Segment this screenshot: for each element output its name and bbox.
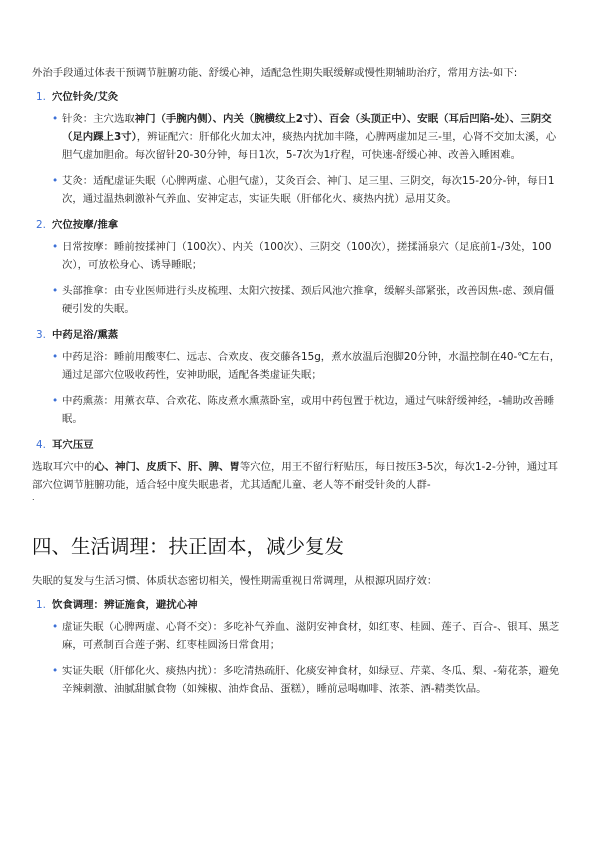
- intro-paragraph: 外治手段通过体表干预调节脏腑功能、舒缓心神，适配急性期失眠缓解或慢性期辅助治疗，常用方法-如下:: [32, 67, 518, 79]
- treatment-item-massage: [32, 216, 563, 318]
- bullet-item: • 头部推拿：由专业医师进行头皮梳理、太阳穴按揉、颈后风池穴推拿，缓解头部紧张，改善因焦-虑、颈肩僵硬引发的失眠。: [52, 282, 563, 318]
- section-heading: 四、生活调理：扶正固本，减少复发: [32, 535, 345, 558]
- bullet-item: • 中药熏蒸：用薰衣草、合欢花、陈皮煮水熏蒸卧室，或用中药包置于枕边，通过气味舒缓神经，-辅助改善睡眠。: [52, 392, 563, 428]
- list-number: 4.: [36, 439, 46, 451]
- section-intro: 失眠的复发与生活习惯、体质状态密切相关，慢性期需重视日常调理，从根源巩固疗效：: [32, 575, 438, 587]
- bullet-item: • 针灸：主穴选取神门（手腕内侧）、内关（腕横纹上2寸）、百会（头顶正中）、安眠（耳后凹陷-处）、三阴交（足内踝上3寸），辨证配穴：肝郁化火加太冲，痰热内扰加丰隆，心脾两虚加足三-里，心肾不交加太溪，心胆气虚加胆俞。每次留针20-30分钟，每日1次，5-7次为1疗程，可快速-舒缓心神、改善入睡困难。: [52, 110, 563, 164]
- treatment-title: 穴位针灸/艾灸: [52, 91, 119, 103]
- treatment-title: 中药足浴/熏蒸: [52, 329, 119, 341]
- list-number: 3.: [36, 329, 46, 341]
- treatment-title: 穴位按摩/推拿: [52, 219, 119, 231]
- life-item-diet: [32, 596, 563, 698]
- list-number: 2.: [36, 219, 46, 231]
- bullet-item: • 实证失眠（肝郁化火、痰热内扰）：多吃清热疏肝、化痰安神食材，如绿豆、芹菜、冬瓜、梨、-菊花茶，避免辛辣刺激、油腻甜腻食物（如辣椒、油炸食品、蛋糕），睡前忌喝咖啡、浓茶、酒-精类饮品。: [52, 662, 563, 698]
- list-number: 1.: [36, 599, 46, 611]
- bullet-item: • 虚证失眠（心脾两虚、心肾不交）：多吃补气养血、滋阴安神食材，如红枣、桂圆、莲子、百合-、银耳、黑芝麻，可煮制百合莲子粥、红枣桂圆汤日常食用；: [52, 618, 563, 654]
- bullet-item: • 中药足浴：睡前用酸枣仁、远志、合欢皮、夜交藤各15g，煮水放温后泡脚20分钟，水温控制在40-℃左右，通过足部穴位吸收药性，安神助眠，适配各类虚证失眠；: [52, 348, 563, 384]
- treatment-item-acupuncture: [32, 88, 563, 208]
- treatment-item-footbath: [32, 326, 563, 428]
- ear-paragraph: 选取耳穴中的心、神门、皮质下、肝、脾、胃等穴位，用王不留行籽贴压，每日按压3-5次，每次1-2-分钟，通过耳部穴位调节脏腑功能，适合轻中度失眠患者，尤其适配儿童、老人等不耐受针灸的人群-: [32, 461, 559, 491]
- ear-paragraph-tail: .: [32, 493, 35, 502]
- bullet-item: • 日常按摩：睡前按揉神门（100次）、内关（100次）、三阴交（100次），搓揉涌泉穴（足底前1-/3处，100次），可放松身心、诱导睡眠；: [52, 238, 563, 274]
- treatment-title: 耳穴压豆: [52, 439, 94, 451]
- life-list: [32, 596, 563, 698]
- treatment-list: [32, 88, 563, 454]
- bullet-item: • 艾灸：适配虚证失眠（心脾两虚、心胆气虚），艾灸百会、神门、足三里、三阴交，每次15-20分-钟，每日1次，通过温热刺激补气养血、安神定志，实证失眠（肝郁化火、痰热内扰）忌用艾灸。: [52, 172, 563, 208]
- list-number: 1.: [36, 91, 46, 103]
- treatment-item-ear: [32, 436, 563, 454]
- life-title: 饮食调理：辨证施食，避扰心神: [52, 599, 198, 611]
